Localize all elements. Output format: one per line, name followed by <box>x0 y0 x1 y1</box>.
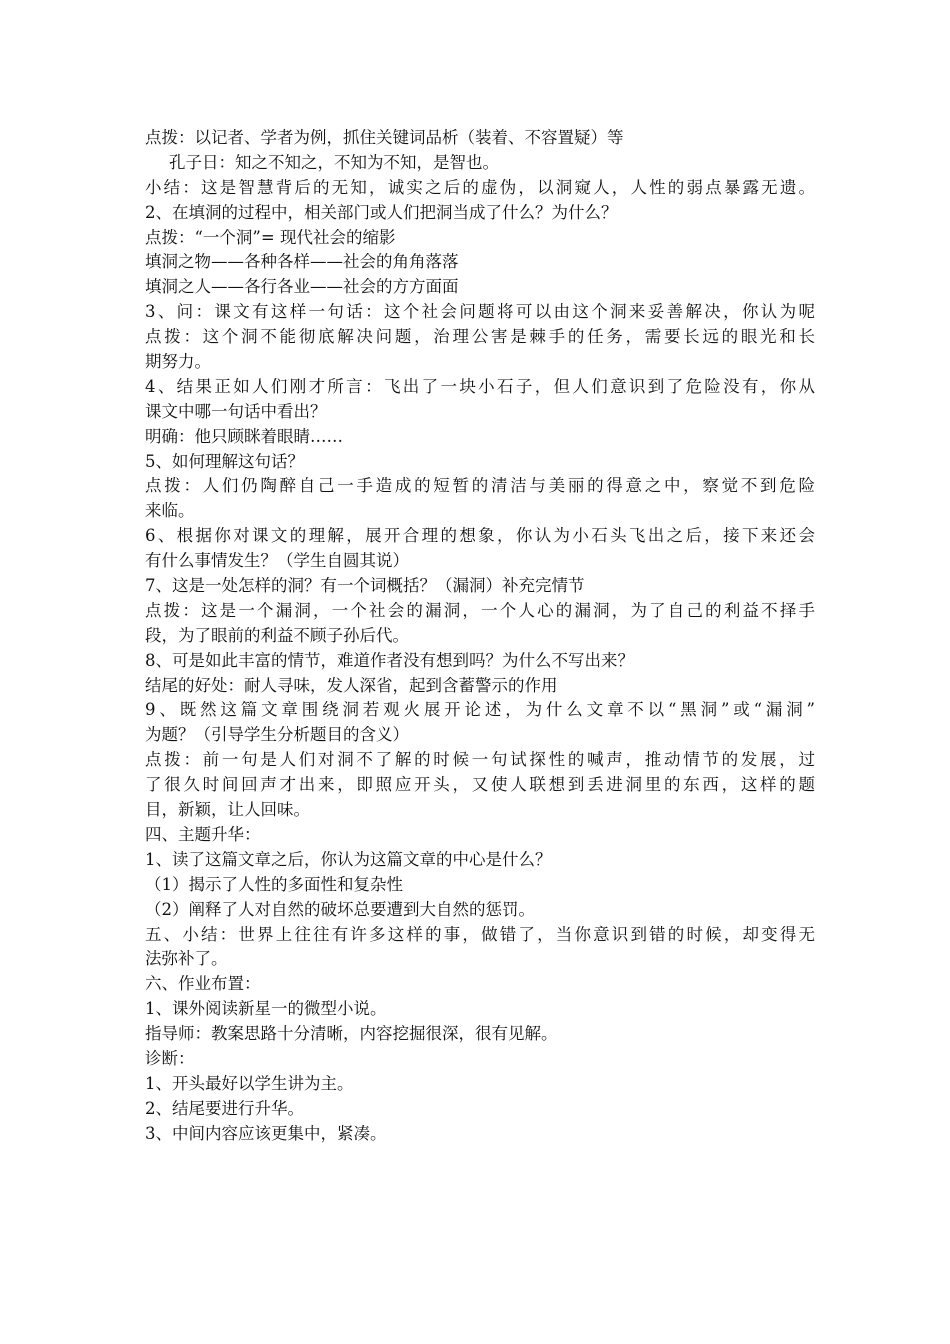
text-line: 小结：这是智慧背后的无知，诚实之后的虚伪，以洞窥人，人性的弱点暴露无遗。 <box>145 177 815 197</box>
text-line: 填洞之物——各种各样——社会的角角落落 <box>145 252 459 272</box>
text-line: 指导师：教案思路十分清晰，内容挖掘很深，很有见解。 <box>145 1024 558 1044</box>
text-line: 5、如何理解这句话？ <box>145 451 304 471</box>
text-line: 2、在填洞的过程中，相关部门或人们把洞当成了什么？为什么？ <box>145 202 618 222</box>
text-line: 9、既然这篇文章围绕洞若观火展开论述，为什么文章不以“黑洞”或“漏洞” <box>145 700 815 720</box>
text-line: 点拨：以记者、学者为例，抓住关键词品析（装着、不容置疑）等 <box>145 128 624 147</box>
text-line: 1、课外阅读新星一的微型小说。 <box>145 999 387 1019</box>
text-line: 3、问：课文有这样一句话：这个社会问题将可以由这个洞来妥善解决，你认为呢 <box>145 302 815 322</box>
text-line: 明确：他只顾眯着眼睛…… <box>145 426 343 446</box>
text-line: 3、中间内容应该更集中，紧凑。 <box>145 1123 387 1143</box>
text-line: 段，为了眼前的利益不顾子孙后代。 <box>145 625 409 645</box>
text-line: 7、这是一处怎样的洞？有一个词概括？（漏洞）补充完情节 <box>145 576 585 596</box>
document-body <box>145 126 815 1147</box>
section-heading: 五、小结：世界上往往有许多这样的事，做错了，当你意识到错的时候，却变得无 <box>145 924 815 944</box>
text-line: 点拨：前一句是人们对洞不了解的时候一句试探性的喊声，推动情节的发展，过 <box>145 750 815 770</box>
text-line: 8、可是如此丰富的情节，难道作者没有想到吗？为什么不写出来？ <box>145 650 634 670</box>
text-line: 1、读了这篇文章之后，你认为这篇文章的中心是什么？ <box>145 849 552 869</box>
section-heading: 四、主题升华： <box>145 824 261 844</box>
text-line: 来临。 <box>145 501 195 521</box>
section-heading: 诊断： <box>145 1048 195 1068</box>
section-heading: 六、作业布置： <box>145 974 261 994</box>
text-line: 2、结尾要进行升华。 <box>145 1098 304 1118</box>
text-line: 为题？（引导学生分析题目的含义） <box>145 725 409 745</box>
text-line: （2）阐释了人对自然的破坏总要遭到大自然的惩罚。 <box>145 899 535 919</box>
text-line: 课文中哪一句话中看出？ <box>145 401 327 421</box>
text-line: 有什么事情发生？（学生自圆其说） <box>145 551 409 571</box>
text-line: 点拨：这个洞不能彻底解决问题，治理公害是棘手的任务，需要长远的眼光和长 <box>145 327 815 347</box>
text-line: 法弥补了。 <box>145 949 228 969</box>
text-line: （1）揭示了人性的多面性和复杂性 <box>145 874 403 894</box>
text-line: 1、开头最好以学生讲为主。 <box>145 1073 354 1093</box>
text-line: 期努力。 <box>145 352 211 372</box>
text-line: 孔子日：知之不知之，不知为不知，是智也。 <box>169 152 499 172</box>
text-line: 点拨：“一个洞”= 现代社会的缩影 <box>145 227 396 247</box>
text-line: 结尾的好处：耐人寻味，发人深省，起到含蓄警示的作用 <box>145 675 558 695</box>
text-line: 填洞之人——各行各业——社会的方方面面 <box>145 277 459 297</box>
text-line: 目，新颖，让人回味。 <box>145 800 310 820</box>
text-line: 点拨：人们仍陶醉自己一手造成的短暂的清洁与美丽的得意之中，察觉不到危险 <box>145 476 815 496</box>
text-line: 4、结果正如人们刚才所言：飞出了一块小石子，但人们意识到了危险没有，你从 <box>145 376 815 396</box>
text-line: 了很久时间回声才出来，即照应开头，又使人联想到丢进洞里的东西，这样的题 <box>145 775 815 795</box>
text-line: 6、根据你对课文的理解，展开合理的想象，你认为小石头飞出之后，接下来还会 <box>145 526 815 546</box>
text-line: 点拨：这是一个漏洞，一个社会的漏洞，一个人心的漏洞，为了自己的利益不择手 <box>145 600 815 620</box>
